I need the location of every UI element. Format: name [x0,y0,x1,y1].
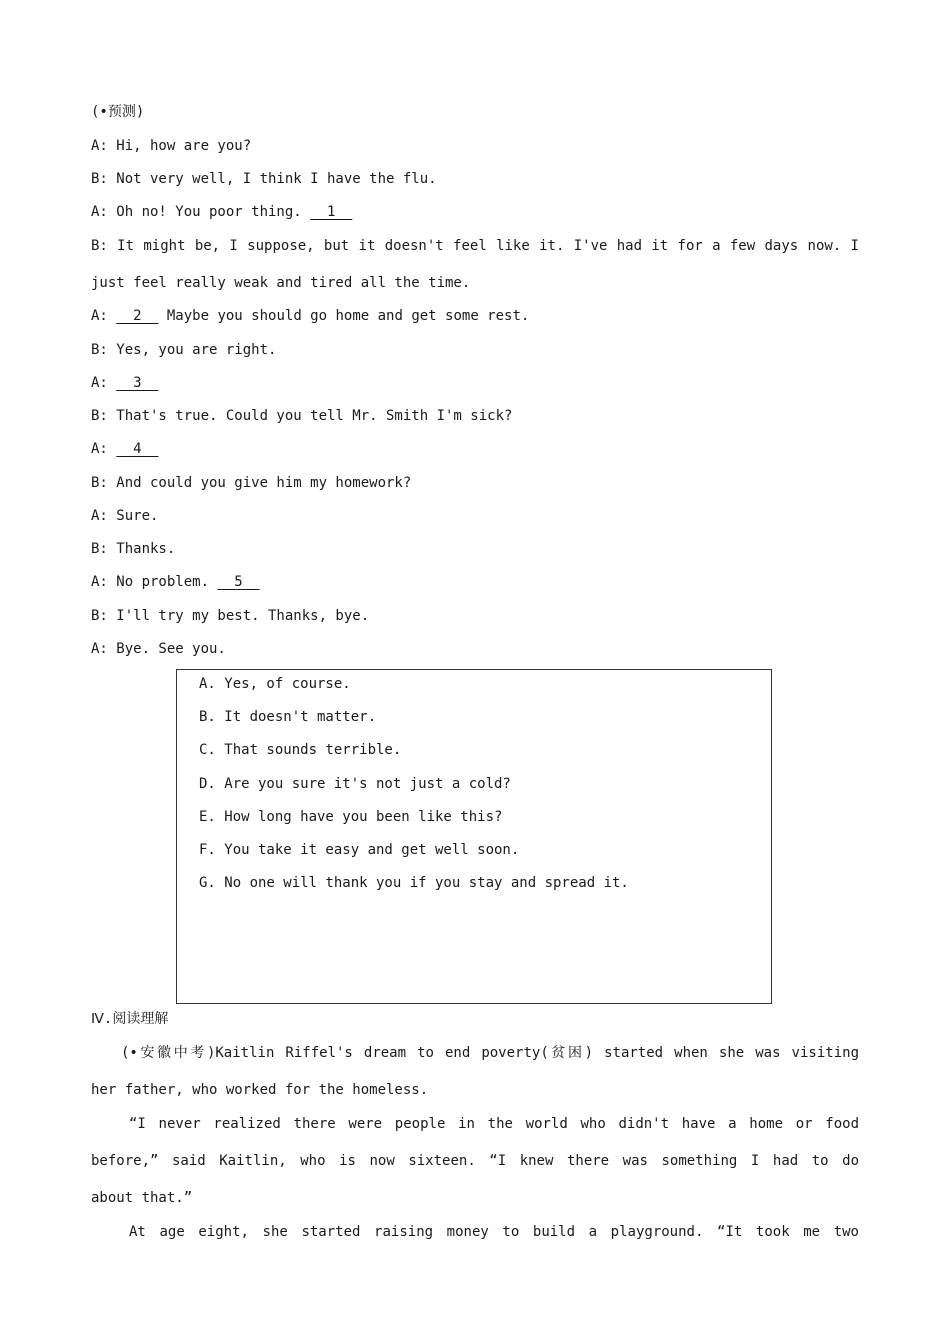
option-c: C. That sounds terrible. [199,742,402,758]
answer-blank-3[interactable]: 3 [116,375,159,391]
dialogue-line: A: 2 Maybe you should go home and get some rest. [91,308,530,324]
dialogue-line: B: And could you give him my homework? [91,475,412,491]
reading-line: (•安徽中考)Kaitlin Riffel's dream to end poverty(贫困) started when she was visiting [121,1045,859,1061]
dialogue-line: B: I'll try my best. Thanks, bye. [91,608,370,624]
reading-line: At age eight, she started raising money to build a playground. “It took me two [129,1224,859,1240]
options-box [176,669,772,1004]
reading-line: her father, who worked for the homeless. [91,1082,429,1098]
option-g: G. No one will thank you if you stay and spread it. [199,875,629,891]
dialogue-line: B: That's true. Could you tell Mr. Smith I'm sick? [91,408,513,424]
dialogue-line: B: Yes, you are right. [91,342,277,358]
dialogue-line: A: Sure. [91,508,159,524]
reading-line: “I never realized there were people in the world who didn't have a home or food [129,1116,859,1132]
dialogue-line: A: 4 [91,441,159,457]
dialogue-line: A: Hi, how are you? [91,138,252,154]
option-a: A. Yes, of course. [199,676,351,692]
reading-line: before,” said Kaitlin, who is now sixteen. “I knew there was something I had to do [91,1153,859,1169]
option-b: B. It doesn't matter. [199,709,377,725]
dialogue-line: A: Bye. See you. [91,641,226,657]
answer-blank-1[interactable]: 1 [310,204,353,220]
dialogue-line: B: It might be, I suppose, but it doesn't feel like it. I've had it for a few days now. I [91,238,859,254]
option-f: F. You take it easy and get well soon. [199,842,520,858]
dialogue-line: A: Oh no! You poor thing. 1 [91,204,353,220]
dialogue-line-wrap: just feel really weak and tired all the time. [91,275,471,291]
option-d: D. Are you sure it's not just a cold? [199,776,511,792]
option-e: E. How long have you been like this? [199,809,503,825]
dialogue-line: A: No problem. 5 [91,574,260,590]
section-heading: Ⅳ.阅读理解 [91,1011,169,1027]
answer-blank-2[interactable]: 2 [116,308,159,324]
answer-blank-5[interactable]: 5 [217,574,260,590]
dialogue-line: B: Not very well, I think I have the flu. [91,171,437,187]
reading-line: about that.” [91,1190,193,1206]
dialogue-line: B: Thanks. [91,541,176,557]
answer-blank-4[interactable]: 4 [116,441,159,457]
source-tag: (•预测) [91,104,145,120]
dialogue-line: A: 3 [91,375,159,391]
